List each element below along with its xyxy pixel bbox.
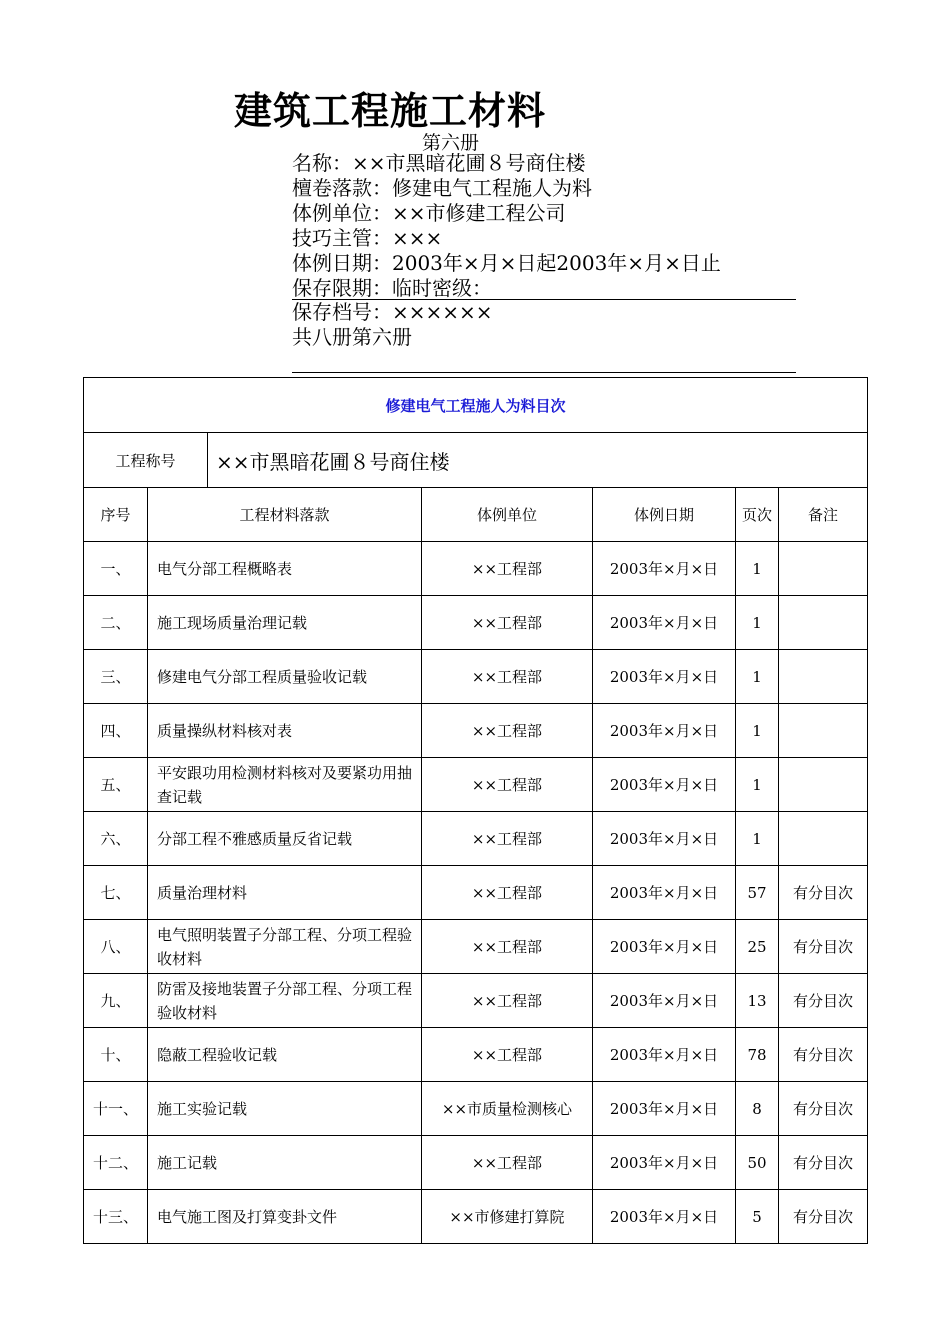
header-name: 工程材料落款 — [148, 488, 422, 542]
row-date: 2003年×月×日 — [593, 758, 736, 812]
table-row — [84, 920, 868, 974]
row-note — [779, 596, 868, 650]
row-note — [779, 542, 868, 596]
row-note: 有分目次 — [779, 974, 868, 1028]
row-note: 有分目次 — [779, 1190, 868, 1244]
header-page: 页次 — [736, 488, 779, 542]
table-row — [84, 1190, 868, 1244]
row-page: 5 — [736, 1190, 779, 1244]
row-name: 防雷及接地装置子分部工程、分项工程验收材料 — [148, 974, 422, 1028]
row-number: 二、 — [84, 596, 148, 650]
row-page: 1 — [736, 758, 779, 812]
row-page: 8 — [736, 1082, 779, 1136]
row-unit: ××工程部 — [422, 704, 593, 758]
row-number: 十二、 — [84, 1136, 148, 1190]
row-unit: ××工程部 — [422, 758, 593, 812]
row-name: 隐蔽工程验收记载 — [148, 1028, 422, 1082]
row-date: 2003年×月×日 — [593, 596, 736, 650]
row-page: 1 — [736, 542, 779, 596]
row-name: 电气分部工程概略表 — [148, 542, 422, 596]
row-name: 修建电气分部工程质量验收记载 — [148, 650, 422, 704]
toc-table — [83, 377, 868, 1244]
info-retention: 保存限期：临时密级： — [292, 276, 796, 300]
cover-info-block — [292, 151, 796, 373]
row-unit: ××工程部 — [422, 974, 593, 1028]
table-row — [84, 704, 868, 758]
row-note: 有分目次 — [779, 866, 868, 920]
row-name: 质量操纵材料核对表 — [148, 704, 422, 758]
row-note: 有分目次 — [779, 1136, 868, 1190]
row-unit: ××市修建打算院 — [422, 1190, 593, 1244]
row-page: 1 — [736, 650, 779, 704]
row-number: 七、 — [84, 866, 148, 920]
divider-line — [292, 364, 796, 373]
row-date: 2003年×月×日 — [593, 1082, 736, 1136]
row-name: 质量治理材料 — [148, 866, 422, 920]
row-unit: ××工程部 — [422, 650, 593, 704]
row-date: 2003年×月×日 — [593, 650, 736, 704]
row-number: 五、 — [84, 758, 148, 812]
toc-caption: 修建电气工程施人为料目次 — [84, 378, 868, 433]
info-archive-no: 保存档号：×××××× — [292, 300, 493, 324]
row-unit: ××工程部 — [422, 866, 593, 920]
info-unit: 体例单位：××市修建工程公司 — [292, 201, 566, 225]
table-row — [84, 812, 868, 866]
project-label: 工程称号 — [84, 433, 208, 488]
row-date: 2003年×月×日 — [593, 974, 736, 1028]
table-row — [84, 866, 868, 920]
row-page: 1 — [736, 596, 779, 650]
table-row — [84, 650, 868, 704]
header-unit: 体例单位 — [422, 488, 593, 542]
row-number: 十一、 — [84, 1082, 148, 1136]
row-note: 有分目次 — [779, 1082, 868, 1136]
table-header-row — [84, 488, 868, 542]
row-unit: ××工程部 — [422, 1028, 593, 1082]
row-number: 十三、 — [84, 1190, 148, 1244]
row-number: 十、 — [84, 1028, 148, 1082]
row-unit: ××工程部 — [422, 596, 593, 650]
table-row — [84, 542, 868, 596]
row-name: 分部工程不雅感质量反省记载 — [148, 812, 422, 866]
row-date: 2003年×月×日 — [593, 866, 736, 920]
row-name: 施工现场质量治理记载 — [148, 596, 422, 650]
row-date: 2003年×月×日 — [593, 1190, 736, 1244]
table-row — [84, 1082, 868, 1136]
table-row — [84, 1136, 868, 1190]
row-number: 一、 — [84, 542, 148, 596]
row-unit: ××工程部 — [422, 920, 593, 974]
table-row — [84, 758, 868, 812]
header-no: 序号 — [84, 488, 148, 542]
row-number: 六、 — [84, 812, 148, 866]
row-date: 2003年×月×日 — [593, 704, 736, 758]
header-date: 体例日期 — [593, 488, 736, 542]
row-date: 2003年×月×日 — [593, 1028, 736, 1082]
row-note: 有分目次 — [779, 1028, 868, 1082]
row-name: 施工记载 — [148, 1136, 422, 1190]
info-volume-count: 共八册第六册 — [292, 325, 412, 349]
row-unit: ××市质量检测核心 — [422, 1082, 593, 1136]
table-row — [84, 1028, 868, 1082]
info-name: 名称：××市黑暗花圃８号商住楼 — [292, 151, 586, 175]
row-date: 2003年×月×日 — [593, 920, 736, 974]
row-page: 50 — [736, 1136, 779, 1190]
row-number: 三、 — [84, 650, 148, 704]
volume-label: 第六册 — [422, 132, 480, 154]
row-date: 2003年×月×日 — [593, 1136, 736, 1190]
document-title: 建筑工程施工材料 — [234, 89, 547, 133]
row-name: 平安跟功用检测材料核对及要紧功用抽查记载 — [148, 758, 422, 812]
row-unit: ××工程部 — [422, 542, 593, 596]
row-page: 57 — [736, 866, 779, 920]
row-note — [779, 650, 868, 704]
header-note: 备注 — [779, 488, 868, 542]
row-unit: ××工程部 — [422, 1136, 593, 1190]
row-page: 1 — [736, 704, 779, 758]
row-page: 25 — [736, 920, 779, 974]
row-name: 电气照明装置子分部工程、分项工程验收材料 — [148, 920, 422, 974]
table-row — [84, 974, 868, 1028]
row-date: 2003年×月×日 — [593, 812, 736, 866]
table-row — [84, 596, 868, 650]
row-number: 八、 — [84, 920, 148, 974]
row-page: 1 — [736, 812, 779, 866]
info-file-title: 檀卷落款：修建电气工程施人为料 — [292, 176, 592, 200]
row-name: 电气施工图及打算变卦文件 — [148, 1190, 422, 1244]
row-unit: ××工程部 — [422, 812, 593, 866]
row-number: 九、 — [84, 974, 148, 1028]
row-name: 施工实验记载 — [148, 1082, 422, 1136]
row-note — [779, 812, 868, 866]
row-page: 13 — [736, 974, 779, 1028]
row-number: 四、 — [84, 704, 148, 758]
row-note — [779, 704, 868, 758]
row-page: 78 — [736, 1028, 779, 1082]
project-value: ××市黑暗花圃８号商住楼 — [208, 433, 868, 488]
info-tech-lead: 技巧主管：××× — [292, 226, 443, 250]
info-date-range: 体例日期：2003年×月×日起2003年×月×日止 — [292, 251, 721, 275]
row-note — [779, 758, 868, 812]
row-date: 2003年×月×日 — [593, 542, 736, 596]
row-note: 有分目次 — [779, 920, 868, 974]
